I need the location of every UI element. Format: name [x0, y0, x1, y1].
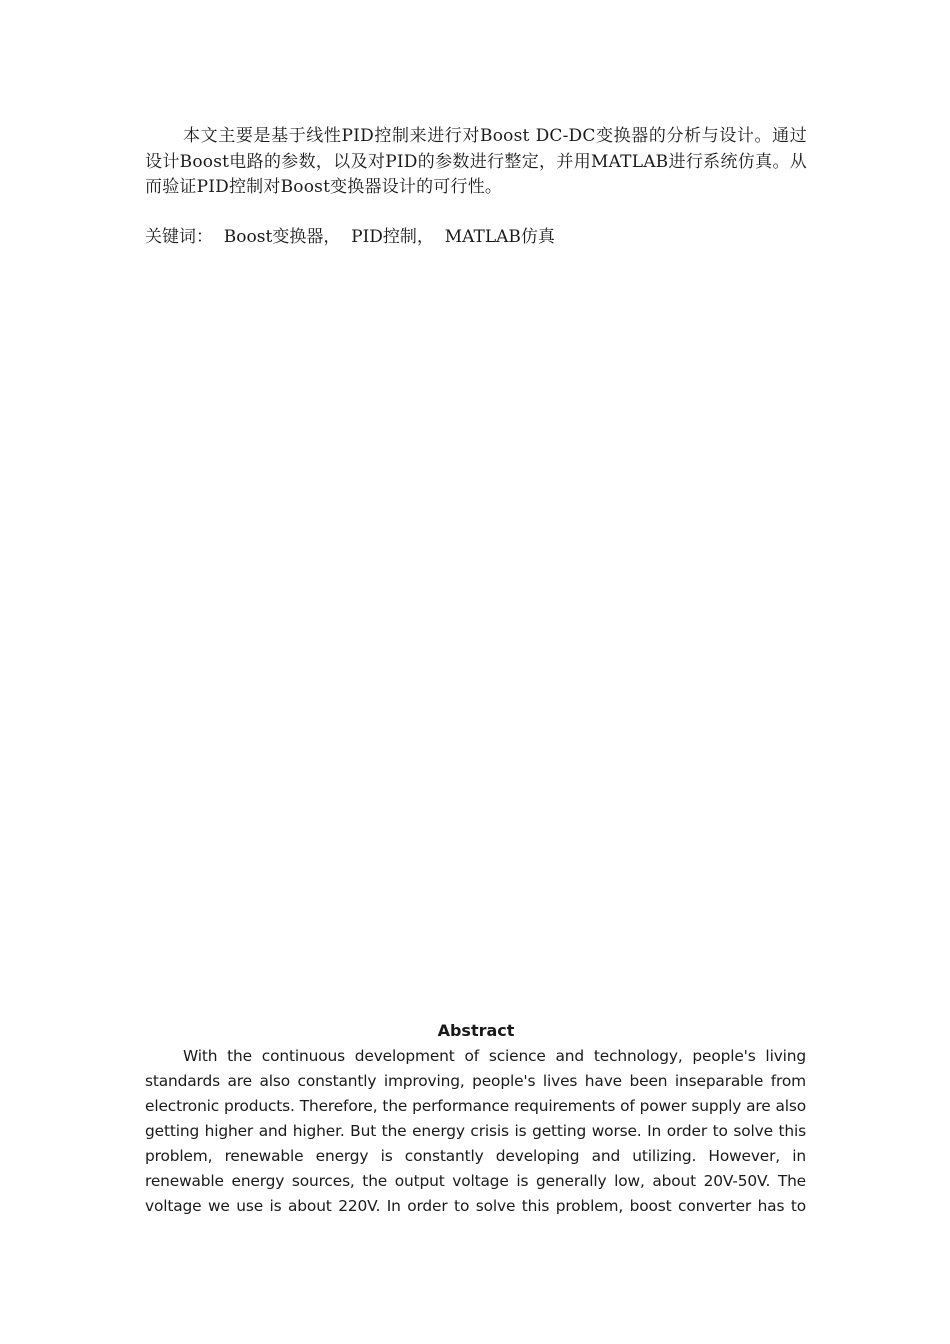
chinese-abstract-body: 本文主要是基于线性PID控制来进行对Boost DC-DC变换器的分析与设计。通过设计Boost电路的参数，以及对PID的参数进行整定，并用MATLAB进行系统仿真。从而验证PID控制对Boost变换器设计的可行性。 [145, 126, 807, 197]
english-abstract-body: With the continuous development of science and technology, people's living standards are also constantly improving, people's lives have been inseparable from electronic products. Therefore, the performance requirements of power supply are also getting higher and higher. But the energy crisis is getting worse. In order to solve this problem, renewable energy is constantly developing and utilizing. However, in renewable energy sources, the output voltage is generally low, about 20V-50V. The voltage we use is about 220V. In order to solve this problem, boost converter has to [145, 1047, 806, 1215]
abstract-heading: Abstract [437, 1021, 515, 1040]
chinese-keywords: 关键词： Boost变换器， PID控制， MATLAB仿真 [145, 227, 555, 247]
